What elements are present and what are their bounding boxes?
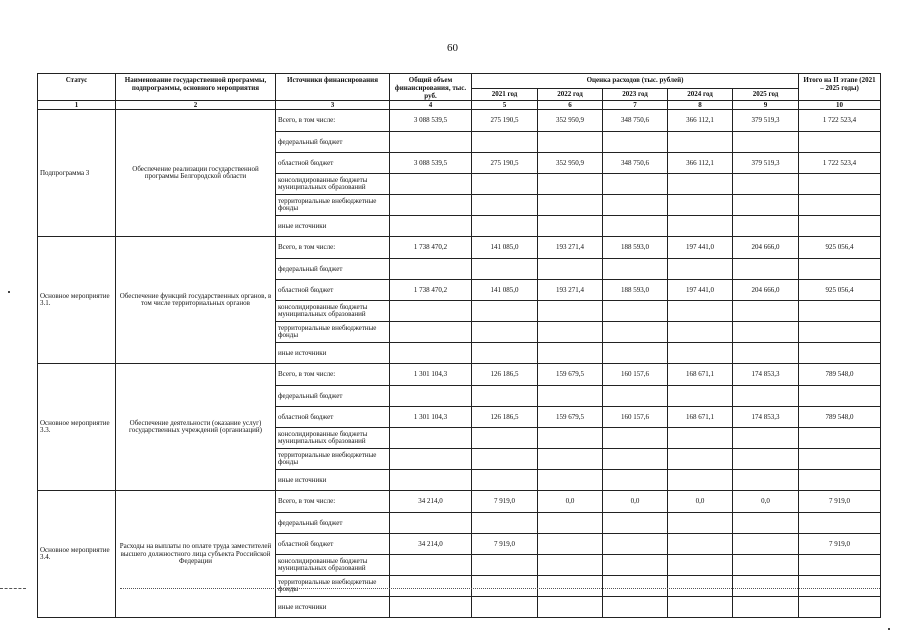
amount-cell — [538, 322, 603, 343]
amount-cell — [668, 216, 733, 237]
amount-cell — [733, 216, 799, 237]
amount-cell — [668, 428, 733, 449]
amount-cell — [733, 195, 799, 216]
amount-cell: 204 666,0 — [733, 280, 799, 301]
amount-cell — [538, 216, 603, 237]
amount-cell: 188 593,0 — [603, 237, 668, 259]
program-name-cell: Обеспечение реализации государственной программы Белгородской области — [116, 110, 276, 237]
amount-cell — [603, 597, 668, 618]
table-row — [38, 364, 881, 386]
amount-cell: 34 214,0 — [390, 491, 472, 513]
amount-cell — [538, 386, 603, 407]
amount-cell — [733, 534, 799, 555]
amount-cell — [390, 195, 472, 216]
amount-cell: 789 548,0 — [799, 364, 881, 386]
amount-cell — [603, 576, 668, 597]
amount-cell — [390, 428, 472, 449]
header-stage-total: Итого на II этапе (2021 – 2025 годы) — [799, 74, 881, 101]
amount-cell: 789 548,0 — [799, 407, 881, 428]
amount-cell — [668, 322, 733, 343]
header-status: Статус — [38, 74, 116, 101]
amount-cell: 1 722 523,4 — [799, 110, 881, 132]
header-estimate: Оценка расходов (тыс. рублей) — [472, 74, 799, 89]
amount-cell: 1 301 104,3 — [390, 407, 472, 428]
amount-cell: 168 671,1 — [668, 364, 733, 386]
amount-cell — [390, 555, 472, 576]
amount-cell — [390, 513, 472, 534]
amount-cell: 197 441,0 — [668, 237, 733, 259]
funding-source-cell: иные источники — [276, 470, 390, 491]
amount-cell: 141 085,0 — [472, 280, 538, 301]
amount-cell — [603, 343, 668, 364]
amount-cell: 188 593,0 — [603, 280, 668, 301]
funding-source-cell: Всего, в том числе: — [276, 491, 390, 513]
amount-cell — [390, 322, 472, 343]
amount-cell — [390, 597, 472, 618]
scan-dash-left — [0, 588, 26, 589]
amount-cell — [733, 470, 799, 491]
amount-cell — [390, 301, 472, 322]
amount-cell — [603, 174, 668, 195]
status-cell: Основное мероприятие 3.4. — [38, 491, 116, 618]
amount-cell — [799, 555, 881, 576]
funding-source-cell: консолидированные бюджеты муниципальных образований — [276, 301, 390, 322]
amount-cell: 168 671,1 — [668, 407, 733, 428]
amount-cell: 160 157,6 — [603, 364, 668, 386]
amount-cell: 348 750,6 — [603, 110, 668, 132]
amount-cell: 3 088 539,5 — [390, 153, 472, 174]
amount-cell — [603, 534, 668, 555]
amount-cell — [472, 322, 538, 343]
amount-cell — [603, 322, 668, 343]
amount-cell — [668, 132, 733, 153]
funding-source-cell: Всего, в том числе: — [276, 110, 390, 132]
amount-cell — [538, 301, 603, 322]
header-sources: Источники финансирования — [276, 74, 390, 101]
amount-cell: 352 950,9 — [538, 153, 603, 174]
amount-cell: 174 853,3 — [733, 364, 799, 386]
funding-source-cell: консолидированные бюджеты муниципальных образований — [276, 174, 390, 195]
amount-cell — [538, 513, 603, 534]
amount-cell — [538, 343, 603, 364]
funding-source-cell: Всего, в том числе: — [276, 364, 390, 386]
amount-cell — [390, 174, 472, 195]
amount-cell — [733, 597, 799, 618]
table-body — [38, 110, 881, 618]
amount-cell — [603, 195, 668, 216]
table-row — [38, 237, 881, 259]
funding-source-cell: областной бюджет — [276, 153, 390, 174]
amount-cell — [538, 428, 603, 449]
column-number-row — [38, 101, 881, 110]
funding-source-cell: территориальные внебюджетные фонды — [276, 195, 390, 216]
amount-cell: 275 190,5 — [472, 110, 538, 132]
program-name-cell: Обеспечение деятельности (оказание услуг) государственных учреждений (организаций) — [116, 364, 276, 491]
amount-cell: 193 271,4 — [538, 280, 603, 301]
column-number: 3 — [276, 101, 390, 110]
funding-source-cell: иные источники — [276, 216, 390, 237]
amount-cell: 160 157,6 — [603, 407, 668, 428]
amount-cell: 7 919,0 — [472, 491, 538, 513]
amount-cell — [603, 132, 668, 153]
funding-source-cell: областной бюджет — [276, 407, 390, 428]
amount-cell — [799, 174, 881, 195]
amount-cell — [733, 343, 799, 364]
amount-cell: 7 919,0 — [799, 534, 881, 555]
amount-cell — [390, 576, 472, 597]
header-year: 2021 год — [472, 89, 538, 101]
amount-cell — [799, 259, 881, 280]
amount-cell: 0,0 — [668, 491, 733, 513]
amount-cell — [799, 343, 881, 364]
funding-source-cell: территориальные внебюджетные фонды — [276, 576, 390, 597]
amount-cell — [472, 132, 538, 153]
amount-cell — [733, 259, 799, 280]
amount-cell: 126 186,5 — [472, 407, 538, 428]
amount-cell — [668, 555, 733, 576]
amount-cell: 366 112,1 — [668, 110, 733, 132]
funding-source-cell: федеральный бюджет — [276, 132, 390, 153]
amount-cell: 141 085,0 — [472, 237, 538, 259]
amount-cell — [538, 576, 603, 597]
amount-cell — [668, 301, 733, 322]
amount-cell — [799, 576, 881, 597]
amount-cell — [733, 174, 799, 195]
funding-source-cell: иные источники — [276, 597, 390, 618]
column-number: 1 — [38, 101, 116, 110]
amount-cell — [472, 555, 538, 576]
status-cell: Подпрограмма 3 — [38, 110, 116, 237]
amount-cell — [603, 428, 668, 449]
amount-cell: 1 722 523,4 — [799, 153, 881, 174]
amount-cell — [799, 449, 881, 470]
funding-source-cell: территориальные внебюджетные фонды — [276, 322, 390, 343]
amount-cell — [472, 576, 538, 597]
amount-cell — [472, 343, 538, 364]
column-number: 6 — [538, 101, 603, 110]
status-cell: Основное мероприятие 3.1. — [38, 237, 116, 364]
header-total: Общий объем финансирования, тыс. руб. — [390, 74, 472, 101]
amount-cell — [733, 576, 799, 597]
amount-cell: 379 519,3 — [733, 110, 799, 132]
funding-source-cell: федеральный бюджет — [276, 513, 390, 534]
scan-artifact — [888, 628, 890, 630]
amount-cell — [603, 386, 668, 407]
amount-cell — [668, 195, 733, 216]
header-year: 2023 год — [603, 89, 668, 101]
amount-cell — [472, 174, 538, 195]
amount-cell: 0,0 — [733, 491, 799, 513]
funding-source-cell: федеральный бюджет — [276, 386, 390, 407]
amount-cell — [668, 449, 733, 470]
amount-cell — [603, 555, 668, 576]
amount-cell — [733, 428, 799, 449]
column-number: 4 — [390, 101, 472, 110]
amount-cell — [799, 513, 881, 534]
column-number: 2 — [116, 101, 276, 110]
amount-cell: 1 301 104,3 — [390, 364, 472, 386]
amount-cell — [668, 513, 733, 534]
amount-cell — [538, 195, 603, 216]
amount-cell — [472, 195, 538, 216]
amount-cell: 197 441,0 — [668, 280, 733, 301]
funding-source-cell: консолидированные бюджеты муниципальных образований — [276, 555, 390, 576]
amount-cell — [733, 513, 799, 534]
amount-cell: 925 056,4 — [799, 280, 881, 301]
amount-cell — [538, 470, 603, 491]
amount-cell — [472, 428, 538, 449]
table-row — [38, 491, 881, 513]
amount-cell — [603, 301, 668, 322]
amount-cell — [390, 132, 472, 153]
amount-cell — [799, 195, 881, 216]
status-cell: Основное мероприятие 3.3. — [38, 364, 116, 491]
amount-cell: 204 666,0 — [733, 237, 799, 259]
amount-cell — [733, 555, 799, 576]
amount-cell — [538, 555, 603, 576]
scan-artifact — [8, 291, 10, 293]
amount-cell: 7 919,0 — [472, 534, 538, 555]
amount-cell — [733, 322, 799, 343]
table-row — [38, 110, 881, 132]
scan-dash-bottom — [120, 588, 880, 589]
amount-cell — [390, 259, 472, 280]
header-year: 2024 год — [668, 89, 733, 101]
amount-cell — [668, 534, 733, 555]
amount-cell — [472, 216, 538, 237]
funding-source-cell: областной бюджет — [276, 280, 390, 301]
amount-cell — [603, 513, 668, 534]
amount-cell — [538, 534, 603, 555]
amount-cell — [733, 449, 799, 470]
amount-cell — [603, 470, 668, 491]
amount-cell — [603, 216, 668, 237]
amount-cell — [799, 386, 881, 407]
amount-cell — [390, 216, 472, 237]
amount-cell — [390, 386, 472, 407]
column-number: 10 — [799, 101, 881, 110]
amount-cell — [603, 259, 668, 280]
amount-cell — [668, 576, 733, 597]
funding-source-cell: областной бюджет — [276, 534, 390, 555]
amount-cell: 126 186,5 — [472, 364, 538, 386]
amount-cell — [668, 597, 733, 618]
amount-cell: 275 190,5 — [472, 153, 538, 174]
amount-cell — [538, 597, 603, 618]
amount-cell: 925 056,4 — [799, 237, 881, 259]
amount-cell — [472, 470, 538, 491]
amount-cell — [733, 386, 799, 407]
amount-cell — [668, 259, 733, 280]
amount-cell — [733, 132, 799, 153]
header-year: 2022 год — [538, 89, 603, 101]
amount-cell: 3 088 539,5 — [390, 110, 472, 132]
amount-cell — [472, 386, 538, 407]
amount-cell — [733, 301, 799, 322]
budget-table — [37, 73, 881, 618]
program-name-cell: Расходы на выплаты по оплате труда заместителей высшего должностного лица субъекта Российской Федерации — [116, 491, 276, 618]
amount-cell — [472, 449, 538, 470]
table-header — [38, 74, 881, 110]
amount-cell — [668, 174, 733, 195]
header-name: Наименование государственной программы, подпрограммы, основного мероприятия — [116, 74, 276, 101]
amount-cell: 1 738 470,2 — [390, 237, 472, 259]
amount-cell: 379 519,3 — [733, 153, 799, 174]
column-number: 9 — [733, 101, 799, 110]
amount-cell — [472, 513, 538, 534]
amount-cell: 34 214,0 — [390, 534, 472, 555]
amount-cell: 352 950,9 — [538, 110, 603, 132]
amount-cell — [799, 132, 881, 153]
amount-cell — [668, 386, 733, 407]
amount-cell — [538, 174, 603, 195]
amount-cell — [472, 259, 538, 280]
amount-cell — [603, 449, 668, 470]
amount-cell — [668, 470, 733, 491]
funding-source-cell: федеральный бюджет — [276, 259, 390, 280]
funding-source-cell: Всего, в том числе: — [276, 237, 390, 259]
program-name-cell: Обеспечение функций государственных органов, в том числе территориальных органов — [116, 237, 276, 364]
amount-cell: 0,0 — [603, 491, 668, 513]
column-number: 7 — [603, 101, 668, 110]
amount-cell: 174 853,3 — [733, 407, 799, 428]
amount-cell — [668, 343, 733, 364]
amount-cell — [799, 428, 881, 449]
amount-cell: 159 679,5 — [538, 407, 603, 428]
amount-cell — [799, 322, 881, 343]
funding-source-cell: консолидированные бюджеты муниципальных образований — [276, 428, 390, 449]
amount-cell: 159 679,5 — [538, 364, 603, 386]
amount-cell — [390, 449, 472, 470]
amount-cell — [390, 343, 472, 364]
amount-cell — [538, 449, 603, 470]
amount-cell: 193 271,4 — [538, 237, 603, 259]
header-year: 2025 год — [733, 89, 799, 101]
amount-cell — [799, 470, 881, 491]
amount-cell: 366 112,1 — [668, 153, 733, 174]
funding-source-cell: иные источники — [276, 343, 390, 364]
amount-cell — [799, 301, 881, 322]
column-number: 5 — [472, 101, 538, 110]
column-number: 8 — [668, 101, 733, 110]
amount-cell — [472, 597, 538, 618]
amount-cell: 348 750,6 — [603, 153, 668, 174]
amount-cell — [390, 470, 472, 491]
funding-source-cell: территориальные внебюджетные фонды — [276, 449, 390, 470]
amount-cell: 0,0 — [538, 491, 603, 513]
amount-cell: 7 919,0 — [799, 491, 881, 513]
amount-cell — [538, 132, 603, 153]
amount-cell — [472, 301, 538, 322]
amount-cell: 1 738 470,2 — [390, 280, 472, 301]
amount-cell — [538, 259, 603, 280]
amount-cell — [799, 216, 881, 237]
page-number: 60 — [447, 42, 458, 54]
amount-cell — [799, 597, 881, 618]
